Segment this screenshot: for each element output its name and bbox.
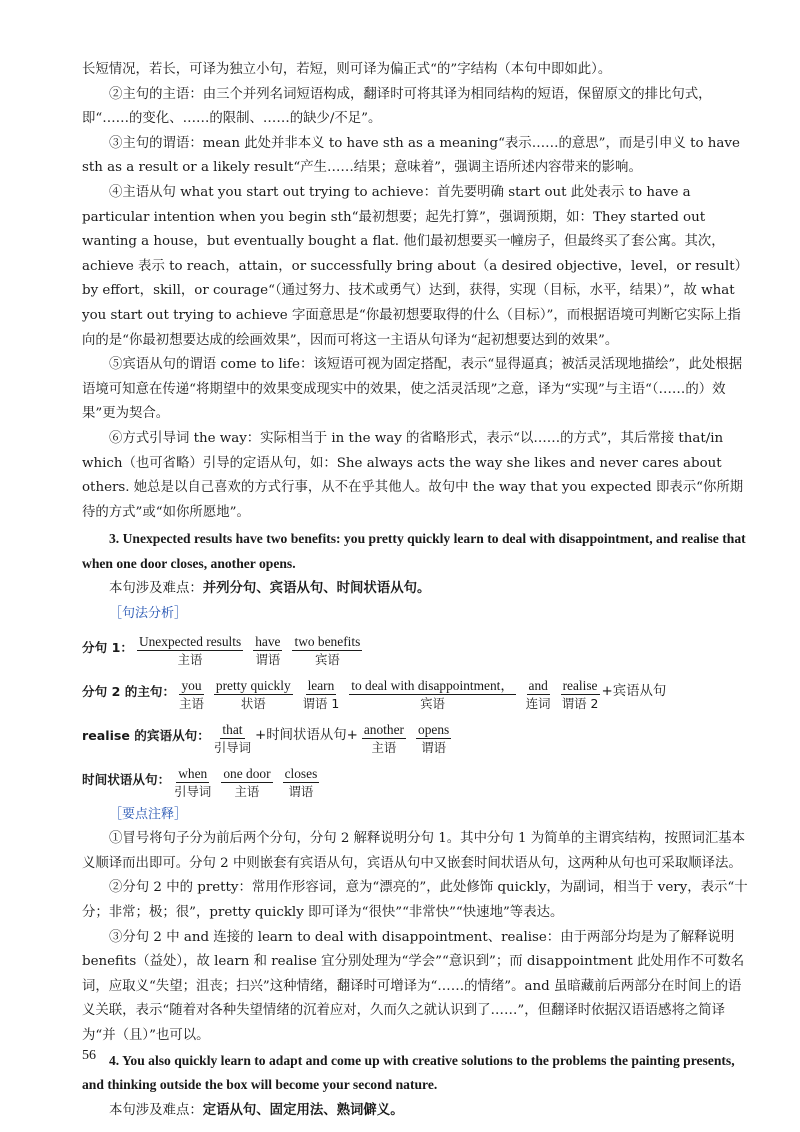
note-3-predicate: ③主句的谓语：mean 此处并非本义 to have sth as a meaning“表示……的意思”，而是引申义 to have sth as a result or a likely result“产生……结果；意味着”，强调主语所述内容带来的影响。 bbox=[82, 135, 740, 176]
note-4-subject-clause: ④主语从句 what you start out trying to achieve：首先要明确 start out 此处表示 to have a particular intention when you begin sth“最初想要；起先打算”，强调预期，如：They started out wanting a house，but eventually bought a flat. 他们最初想要买一幢房子，但最终买了套公寓。其次，achieve 表示 to reach，attain，or successfully bring about（a desired objective，level，or result）by effort，skill，or courage“（通过努力、技术或勇气）达到，获得，实现（目标，水平，结果）”，故 what you start out trying to achieve 字面意思是“你最初想要取得的什么（目标）”，而根据语境可判断它实际上指向的是“你最初想要达成的绘画效果”，因而可将这一主语从句译为“起初想要达到的效果”。 bbox=[82, 184, 748, 348]
analysis-tail: +宾语从句 bbox=[601, 684, 667, 700]
unit-word: another bbox=[363, 721, 404, 737]
unit-role: 宾语 bbox=[420, 695, 445, 711]
unit-word: two benefits bbox=[294, 633, 361, 649]
sentence-3-english: 3. Unexpected results have two benefits: you pretty quickly learn to deal with disappointment, and realise that when one door closes, another opens. bbox=[82, 531, 746, 571]
note-6-manner: ⑥方式引导词 the way：实际相当于 in the way 的省略形式，表示“以……的方式”，其后常接 that/in which（也可省略）引导的定语从句，如：She always acts the way she likes and never cares about others. 她总是以自己喜欢的方式行事，从不在乎其他人。故句中 the way that you expected 即表示“你所期待的方式”或“如你所愿地”。 bbox=[82, 430, 744, 520]
analysis-unit bbox=[214, 721, 251, 757]
unit-word: when bbox=[178, 765, 208, 781]
analysis-unit bbox=[214, 677, 293, 713]
analysis-row-label: 分句 2 的主句： bbox=[82, 684, 176, 700]
analysis-row-time-clause bbox=[82, 759, 750, 801]
page-content bbox=[82, 58, 750, 1123]
analysis-unit bbox=[137, 633, 243, 669]
unit-word: pretty quickly bbox=[215, 677, 291, 693]
unit-word: Unexpected results bbox=[138, 633, 242, 649]
unit-word: closes bbox=[284, 765, 318, 781]
analysis-row-label: 分句 1： bbox=[82, 640, 133, 656]
note-2-subject: ②主句的主语：由三个并列名词短语构成，翻译时可将其译为相同结构的短语，保留原文的排比句式，即“……的变化、……的限制、……的缺少/不足”。 bbox=[82, 86, 712, 127]
analysis-unit bbox=[253, 633, 282, 669]
notes-heading: ［要点注释］ bbox=[109, 806, 188, 822]
unit-role: 主语 bbox=[234, 783, 260, 799]
unit-role: 主语 bbox=[179, 695, 204, 711]
analysis-mid: +时间状语从句+ bbox=[255, 728, 358, 744]
unit-word: opens bbox=[418, 721, 450, 737]
syntax-analysis-tag bbox=[82, 602, 750, 627]
note-5-object-clause: ⑤宾语从句的谓语 come to life：该短语可视为固定搭配，表示“显得逼真；被活灵活现地描绘”，此处根据语境可知意在传递“将期望中的效果变成现实中的效果，使之活灵活现”之意，译为“实现”与主语“（……的）效果”更为契合。 bbox=[82, 357, 743, 422]
unit-role: 主语 bbox=[177, 651, 203, 667]
analysis-row-object-clause bbox=[82, 715, 750, 757]
unit-role: 谓语 bbox=[255, 651, 281, 667]
unit-word: that bbox=[222, 721, 243, 737]
unit-role: 连词 bbox=[525, 695, 551, 711]
sentence-3-difficulty bbox=[82, 576, 750, 602]
analysis-row-label: realise 的宾语从句： bbox=[82, 728, 210, 744]
difficulty-items: 定语从句、固定用法、熟词僻义。 bbox=[202, 1101, 404, 1118]
unit-role: 引导词 bbox=[174, 783, 212, 799]
note-item: ②分句 2 中的 pretty：常用作形容词，意为“漂亮的”，此处修饰 quickly，为副词，相当于 very，表示“十分；非常；极；很”，pretty quickly 即可译为“很快”“非常快”“快速地”等表达。 bbox=[82, 880, 748, 921]
analysis-unit bbox=[283, 765, 320, 801]
unit-role: 谓语 bbox=[421, 739, 447, 755]
analysis-unit bbox=[362, 721, 406, 757]
analysis-row-clause1 bbox=[82, 629, 750, 669]
analysis-unit bbox=[416, 721, 451, 757]
analysis-unit bbox=[221, 765, 272, 801]
analysis-row-label: 时间状语从句： bbox=[82, 772, 171, 788]
unit-role: 状语 bbox=[240, 695, 266, 711]
sentence-4-english: 4. You also quickly learn to adapt and come up with creative solutions to the problems the painting presents, and thinking outside the box will become your second nature. bbox=[82, 1052, 735, 1093]
page-number: 56 bbox=[82, 1048, 96, 1063]
unit-word: learn bbox=[307, 677, 335, 693]
syntax-analysis bbox=[82, 629, 750, 801]
unit-word: realise bbox=[562, 677, 598, 693]
paragraph-continuation: 长短情况，若长，可译为独立小句，若短，则可译为偏正式“的”字结构（本句中即如此）。 bbox=[82, 62, 612, 77]
analysis-unit bbox=[526, 677, 551, 713]
analysis-row-clause2 bbox=[82, 671, 750, 713]
analysis-unit bbox=[303, 677, 340, 713]
unit-role: 谓语 bbox=[288, 783, 314, 799]
difficulty-items: 并列分句、宾语从句、时间状语从句。 bbox=[202, 580, 431, 597]
unit-word: and bbox=[528, 677, 548, 693]
notes-tag bbox=[82, 803, 750, 828]
note-item: ③分句 2 中 and 连接的 learn to deal with disappointment、realise：由于两部分均是为了解释说明 benefits（益处），故 learn 和 realise 宜分别处理为“学会”“意识到”；而 disappointment 此处用作不可数名词，应取义“失望；沮丧；扫兴”这种情绪，翻译时可增译为“……的情绪”。and 虽暗藏前后两部分在时间上的语义关联，表示“随着对各种失望情绪的沉着应对，久而久之就认识到了……”，但翻译时依据汉语语感将之简译为“并（且）”也可以。 bbox=[82, 929, 745, 1043]
analysis-unit bbox=[174, 765, 211, 801]
unit-word: you bbox=[181, 677, 202, 693]
unit-word: have bbox=[255, 633, 281, 649]
unit-role: 宾语 bbox=[315, 651, 340, 667]
unit-word: to deal with disappointment， bbox=[351, 677, 514, 693]
difficulty-label: 本句涉及难点： bbox=[109, 581, 203, 597]
unit-word: one door bbox=[223, 765, 271, 781]
unit-role: 引导词 bbox=[213, 739, 252, 755]
analysis-unit bbox=[561, 677, 600, 713]
analysis-unit bbox=[292, 633, 362, 669]
unit-role: 谓语 1 bbox=[302, 695, 340, 711]
unit-role: 主语 bbox=[371, 739, 397, 755]
analysis-unit bbox=[349, 677, 516, 713]
syntax-analysis-heading: ［句法分析］ bbox=[109, 606, 188, 622]
difficulty-label: 本句涉及难点： bbox=[109, 1102, 203, 1118]
analysis-unit bbox=[179, 677, 204, 713]
note-item: ①冒号将句子分为前后两个分句，分句 2 解释说明分句 1。其中分句 1 为简单的主谓宾结构，按照词汇基本义顺译而出即可。分句 2 中则嵌套有宾语从句，宾语从句中又嵌套时间状语从句，这两种从句也可采取顺译法。 bbox=[82, 831, 746, 871]
sentence-4-difficulty bbox=[82, 1098, 750, 1124]
unit-role: 谓语 2 bbox=[561, 695, 599, 711]
